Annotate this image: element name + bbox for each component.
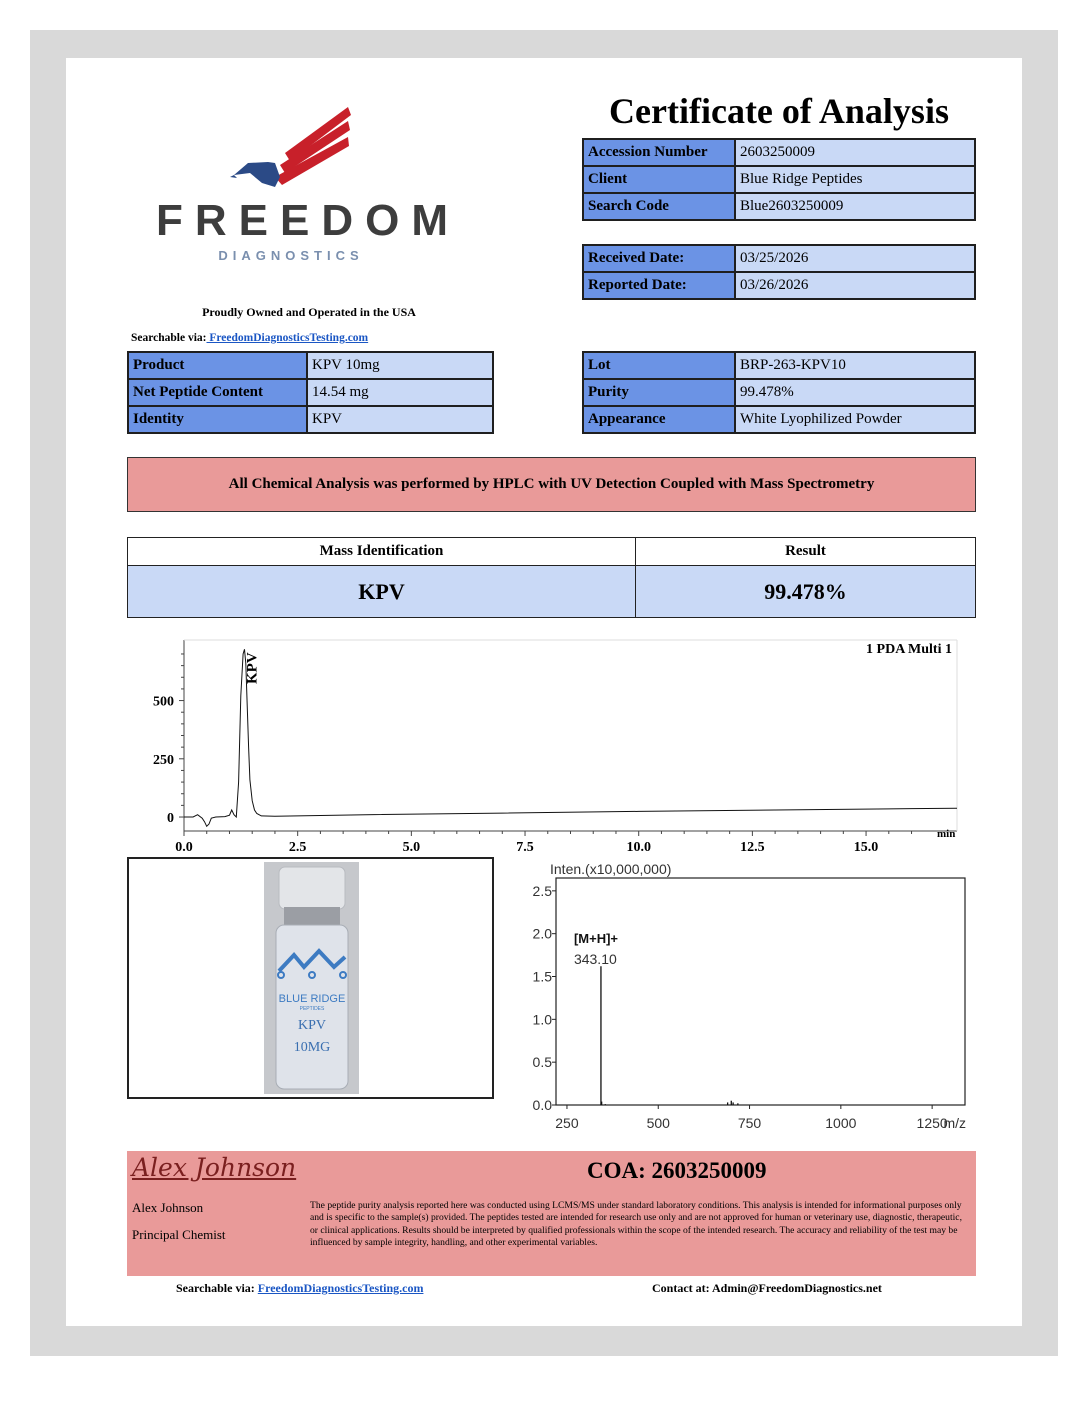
- vial-dose: 10MG: [293, 1040, 331, 1055]
- vial-cap: [279, 867, 345, 909]
- column-header: Mass Identification: [128, 538, 636, 566]
- coa-number: COA: 2603250009: [587, 1158, 767, 1183]
- table-row: [583, 352, 975, 379]
- table-label: Lot: [583, 352, 735, 379]
- x-axis-label: m/z: [943, 1115, 966, 1131]
- x-axis-label: min: [937, 828, 956, 840]
- table-row: [583, 245, 975, 272]
- y-tick-label: 1.0: [532, 1011, 552, 1028]
- vial-brand: BLUE RIDGE: [278, 993, 346, 1005]
- result-value: 99.478%: [635, 566, 975, 618]
- table-value: KPV 10mg: [307, 352, 493, 379]
- x-tick-label: 250: [555, 1115, 579, 1131]
- vial-crimp: [284, 907, 340, 925]
- page-title: Certificate of Analysis: [609, 91, 949, 131]
- chart-title: Inten.(x10,000,000): [550, 861, 672, 877]
- table-label: Reported Date:: [583, 272, 735, 299]
- hplc-chromatogram: [130, 635, 965, 855]
- website-link[interactable]: FreedomDiagnosticsTesting.com: [206, 332, 369, 344]
- signer-title: Principal Chemist: [132, 1227, 226, 1242]
- x-tick-label: 500: [646, 1115, 670, 1131]
- table-value: KPV: [307, 406, 493, 433]
- x-tick-label: 2.5: [288, 840, 307, 855]
- y-tick-label: 250: [153, 752, 174, 768]
- table-row: [128, 352, 493, 379]
- signature-footer: [127, 1151, 976, 1276]
- product-photo-frame: [127, 857, 494, 1099]
- y-tick-label: 2.0: [532, 925, 552, 942]
- table-value: White Lyophilized Powder: [735, 406, 975, 433]
- table-label: Purity: [583, 379, 735, 406]
- chart-legend: 1 PDA Multi 1: [866, 642, 952, 657]
- eagle-flag-logo-icon: [230, 105, 355, 190]
- x-tick-label: 1250: [916, 1115, 948, 1131]
- tagline: Proudly Owned and Operated in the USA: [202, 305, 416, 319]
- table-label: Accession Number: [583, 139, 735, 166]
- logo-subtitle: DIAGNOSTICS: [218, 248, 364, 263]
- x-tick-label: 750: [737, 1115, 762, 1131]
- peak-annotation-ion: [M+H]+: [573, 931, 619, 947]
- plot-frame: [556, 878, 965, 1105]
- signature: Alex Johnson: [132, 1153, 297, 1182]
- table-label: Appearance: [583, 406, 735, 433]
- table-label: Search Code: [583, 193, 735, 220]
- y-tick-label: 0: [167, 811, 174, 827]
- x-tick-label: 12.5: [740, 840, 765, 855]
- table-row: [128, 406, 493, 433]
- table-value: 99.478%: [735, 379, 975, 406]
- result-table: [127, 537, 976, 618]
- logo-wordmark: FREEDOM: [156, 196, 460, 245]
- mass-spectrum: [520, 858, 975, 1138]
- y-tick-label: 2.5: [532, 882, 552, 899]
- vial-brand-sub: PEPTIDES: [299, 1006, 325, 1012]
- searchable-label: Searchable via:: [176, 1281, 258, 1295]
- vial-product-name: KPV: [297, 1018, 327, 1033]
- table-row: [583, 166, 975, 193]
- table-row: [128, 379, 493, 406]
- x-tick-label: 7.5: [516, 840, 534, 855]
- y-tick-label: 0.5: [532, 1054, 552, 1071]
- table-value: 2603250009: [735, 139, 975, 166]
- searchable-via-top: [131, 332, 368, 344]
- dates-table: [582, 244, 976, 300]
- table-header-row: [128, 538, 976, 566]
- y-tick-label: 1.5: [532, 968, 552, 985]
- accession-table: [582, 138, 976, 221]
- table-row: [583, 272, 975, 299]
- table-label: Received Date:: [583, 245, 735, 272]
- website-link[interactable]: FreedomDiagnosticsTesting.com: [257, 1281, 424, 1295]
- table-value: 03/26/2026: [735, 272, 975, 299]
- searchable-via-bottom: [176, 1281, 423, 1296]
- lot-table: [582, 351, 976, 434]
- column-header: Result: [635, 538, 975, 566]
- table-value: 14.54 mg: [307, 379, 493, 406]
- table-value: 03/25/2026: [735, 245, 975, 272]
- table-value: Blue2603250009: [735, 193, 975, 220]
- peak-annotation-mz: 343.10: [573, 951, 617, 968]
- x-tick-label: 10.0: [626, 840, 651, 855]
- contact-email[interactable]: Contact at: Admin@FreedomDiagnostics.net: [652, 1281, 882, 1295]
- table-row: [583, 193, 975, 220]
- table-value: BRP-263-KPV10: [735, 352, 975, 379]
- table-value: Blue Ridge Peptides: [735, 166, 975, 193]
- table-row: [583, 406, 975, 433]
- signer-name: Alex Johnson: [132, 1200, 204, 1215]
- y-tick-label: 0.0: [532, 1097, 552, 1113]
- searchable-label: Searchable via:: [131, 332, 207, 344]
- table-label: Client: [583, 166, 735, 193]
- y-tick-label: 500: [153, 694, 174, 710]
- x-tick-label: 5.0: [402, 840, 421, 855]
- chromatogram-line: [184, 649, 957, 826]
- table-row: [583, 379, 975, 406]
- table-label: Net Peptide Content: [128, 379, 307, 406]
- disclaimer: The peptide purity analysis reported here was conducted using LCMS/MS under standard laboratory conditions. This analysis is intended for informational purposes only and is specific to the sample(s) provided. The peptides tested are intended for research use only and are not approved for human or veterinary use, diagnostic, therapeutic, or clinical applications. Results should be interpreted by qualified professionals within the scope of the intended research. The accuracy and reliability of the test may be influenced by sample integrity, handling, and other experimental variables.: [310, 1200, 962, 1248]
- product-table: [127, 351, 494, 434]
- peak-label: KPV: [244, 652, 261, 684]
- x-tick-label: 1000: [825, 1115, 857, 1131]
- table-row: [128, 566, 976, 618]
- table-label: Identity: [128, 406, 307, 433]
- method-banner: All Chemical Analysis was performed by HPLC with UV Detection Coupled with Mass Spectrometry: [127, 457, 976, 512]
- x-tick-label: 0.0: [175, 840, 193, 855]
- table-row: [583, 139, 975, 166]
- vial-image: [129, 859, 492, 1097]
- x-tick-label: 15.0: [853, 840, 879, 855]
- mass-identification-value: KPV: [128, 566, 636, 618]
- table-label: Product: [128, 352, 307, 379]
